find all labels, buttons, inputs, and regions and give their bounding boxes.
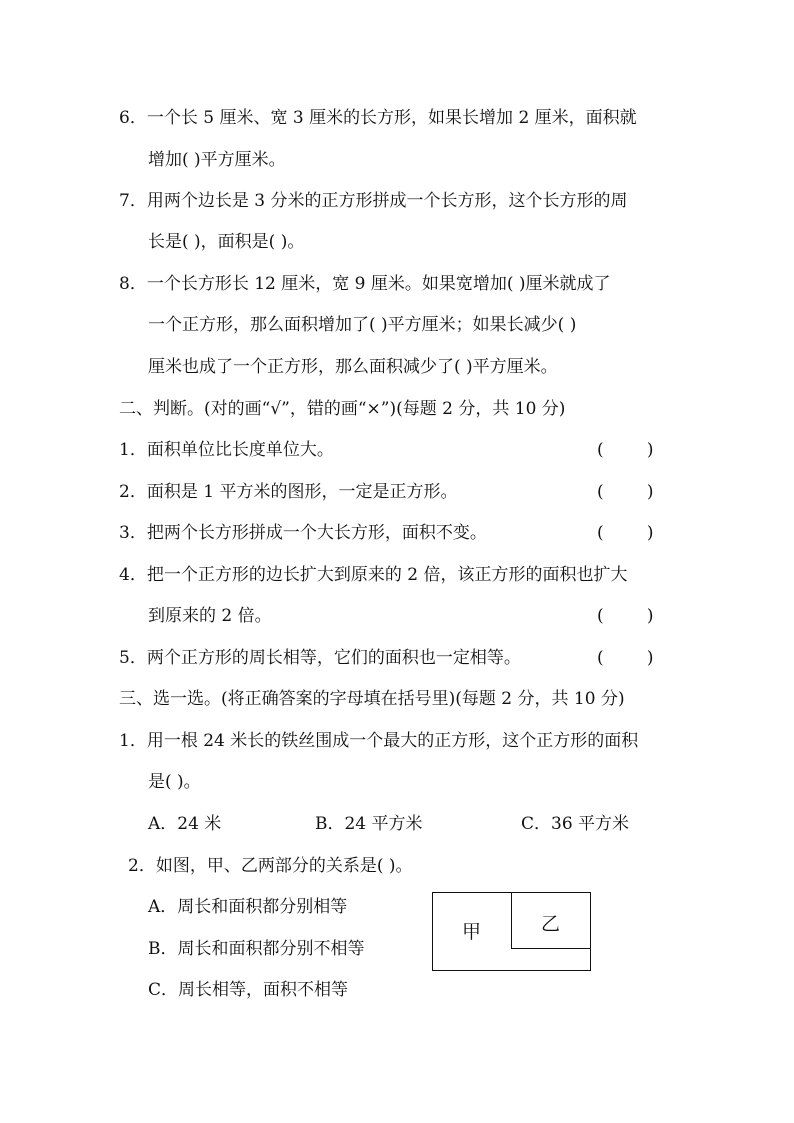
judge-answer-4[interactable]: ( ) xyxy=(597,606,654,626)
choice-q2-line1: 2．如图，甲、乙两部分的关系是( )。 xyxy=(128,856,413,876)
choice-q1-line1: 1．用一根 24 米长的铁丝围成一个最大的正方形，这个正方形的面积 xyxy=(119,731,639,751)
section3-heading: 三、选一选。(将正确答案的字母填在括号里)(每题 2 分，共 10 分) xyxy=(119,689,625,709)
q7-line2: 长是( )，面积是( )。 xyxy=(148,232,305,252)
q8-line1: 8．一个长方形长 12 厘米，宽 9 厘米。如果宽增加( )厘米就成了 xyxy=(119,274,611,294)
section2-heading: 二、判断。(对的画“√”，错的画“×”)(每题 2 分，共 10 分) xyxy=(119,399,566,419)
choice-q2-option-c[interactable]: C．周长相等，面积不相等 xyxy=(148,980,349,1000)
choice-q1-option-b[interactable]: B．24 平方米 xyxy=(315,814,423,834)
q8-line2: 一个正方形，那么面积增加了( )平方厘米；如果长减少( ) xyxy=(148,315,577,335)
judge-item-4: 4．把一个正方形的边长扩大到原来的 2 倍，该正方形的面积也扩大 xyxy=(119,565,628,585)
figure-label-jia: 甲 xyxy=(462,921,482,943)
q8-line3: 厘米也成了一个正方形，那么面积减少了( )平方厘米。 xyxy=(148,357,558,377)
q7-line1: 7．用两个边长是 3 分米的正方形拼成一个长方形，这个长方形的周 xyxy=(119,191,628,211)
figure-label-yi: 乙 xyxy=(541,913,561,935)
judge-item-4-cont: 到原来的 2 倍。 xyxy=(148,606,272,626)
judge-item-3: 3．把两个长方形拼成一个大长方形，面积不变。 xyxy=(119,523,487,543)
judge-item-2: 2．面积是 1 平方米的图形，一定是正方形。 xyxy=(119,482,458,502)
choice-q1-line2: 是( )。 xyxy=(148,772,201,792)
judge-answer-2[interactable]: ( ) xyxy=(597,482,654,502)
judge-answer-1[interactable]: ( ) xyxy=(597,440,654,460)
choice-q2-option-b[interactable]: B．周长和面积都分别不相等 xyxy=(148,939,365,959)
q6-line2: 增加( )平方厘米。 xyxy=(148,150,286,170)
choice-q1-option-a[interactable]: A．24 米 xyxy=(148,814,222,834)
choice-q1-option-c[interactable]: C．36 平方米 xyxy=(521,814,630,834)
judge-item-5: 5．两个正方形的周长相等，它们的面积也一定相等。 xyxy=(119,648,521,668)
judge-item-1: 1．面积单位比长度单位大。 xyxy=(119,440,334,460)
judge-answer-5[interactable]: ( ) xyxy=(597,648,654,668)
choice-q2-option-a[interactable]: A．周长和面积都分别相等 xyxy=(148,897,348,917)
judge-answer-3[interactable]: ( ) xyxy=(597,523,654,543)
q6-line1: 6．一个长 5 厘米、宽 3 厘米的长方形，如果长增加 2 厘米，面积就 xyxy=(119,108,637,128)
